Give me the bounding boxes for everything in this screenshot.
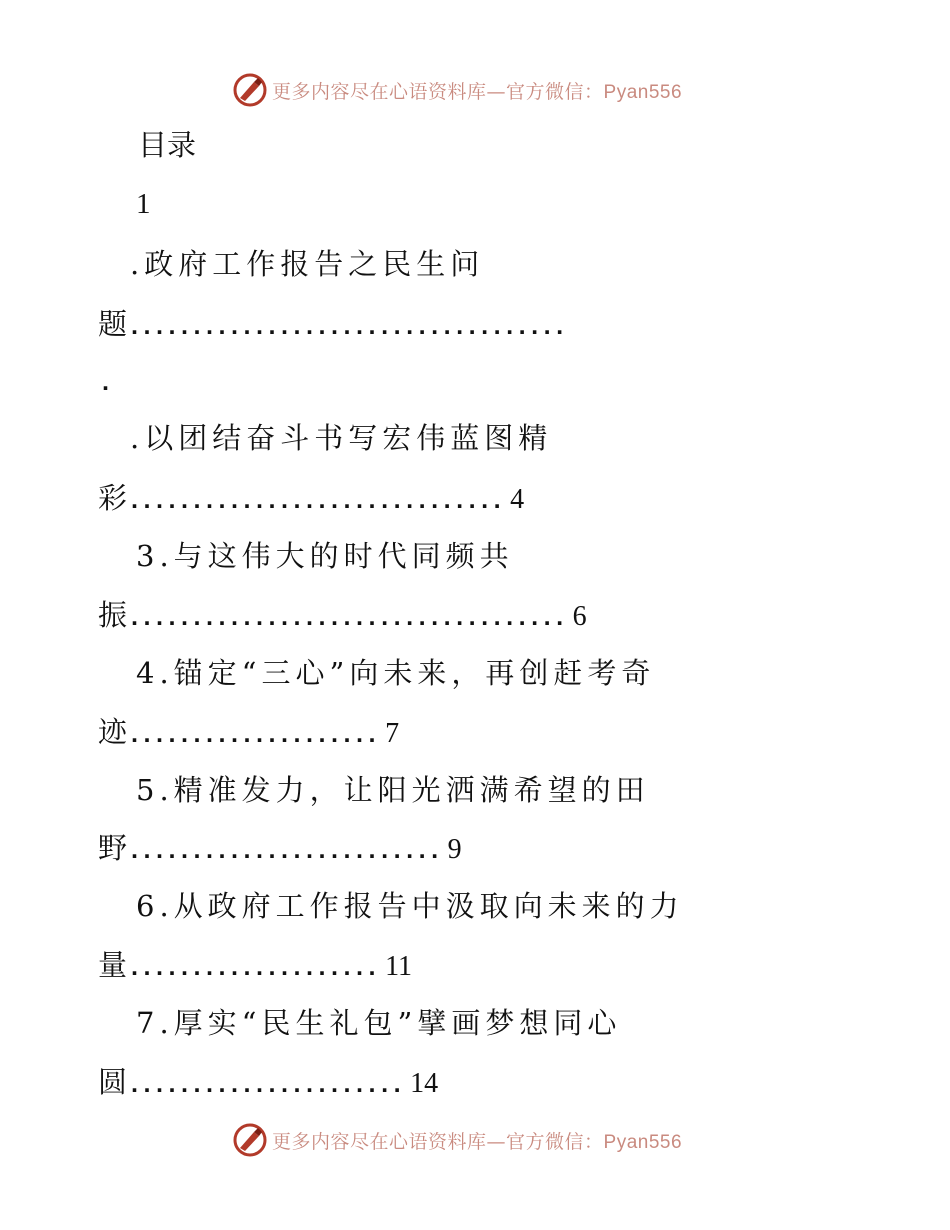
toc-entry-title[interactable]: 7.厚实“民生礼包”擘画梦想同心 xyxy=(136,1006,622,1040)
toc-entry-title[interactable]: 3.与这伟大的时代同频共 xyxy=(136,539,514,573)
watermark-text: 更多内容尽在心语资料库—官方微信： xyxy=(272,80,604,103)
toc-entry-cont: 迹 xyxy=(98,715,128,749)
toc-entry-page: 4 xyxy=(510,484,525,515)
watermark-wechat-id: Pyan556 xyxy=(603,81,683,103)
toc-entry-leader: . xyxy=(98,369,111,398)
toc-entry-cont: 圆 xyxy=(98,1065,128,1099)
toc-entry-cont: 野 xyxy=(98,831,128,865)
toc-entry-cont: 彩 xyxy=(98,481,128,515)
toc-entry-leader: ......................... xyxy=(127,837,440,866)
toc-entry-leader: ...................... xyxy=(127,1071,403,1100)
watermark-wechat-id: Pyan556 xyxy=(603,1131,683,1153)
toc-entry-title[interactable]: 4.锚定“三心”向未来，再创赶考奇 xyxy=(136,656,656,690)
toc-entry-leader: .............................. xyxy=(127,487,503,516)
toc-entry-title[interactable]: 5.精准发力，让阳光洒满希望的田 xyxy=(136,773,650,807)
toc-number-line: 1 xyxy=(136,188,151,220)
watermark-text: 更多内容尽在心语资料库—官方微信： xyxy=(272,1130,604,1153)
toc-heading: 目录 xyxy=(138,128,197,162)
toc-entry-line[interactable] xyxy=(98,597,587,637)
toc-entry-leader: ................................... xyxy=(127,313,565,342)
toc-entry-title[interactable]: .政府工作报告之民生问 xyxy=(130,247,485,281)
pen-logo-icon xyxy=(232,72,268,108)
toc-entry-line[interactable] xyxy=(98,830,462,870)
pen-logo-icon xyxy=(232,1122,268,1158)
toc-entry-leader: .................... xyxy=(127,954,378,983)
toc-entry-line[interactable] xyxy=(98,480,524,520)
toc-entry-page: 6 xyxy=(572,601,587,632)
toc-entry-cont: 题 xyxy=(98,307,128,341)
toc-entry-leader: .................... xyxy=(127,721,378,750)
header-watermark xyxy=(232,70,682,110)
toc-entry-line xyxy=(98,362,111,402)
toc-entry-page: 9 xyxy=(447,834,462,865)
toc-entry-cont: 振 xyxy=(98,598,128,632)
toc-entry-page: 11 xyxy=(385,951,413,982)
toc-entry-leader: ................................... xyxy=(127,604,565,633)
toc-entry-title[interactable]: .以团结奋斗书写宏伟蓝图精 xyxy=(130,421,553,455)
toc-entry-page: 14 xyxy=(410,1068,439,1099)
toc-entry-line[interactable] xyxy=(98,714,399,754)
footer-watermark xyxy=(232,1120,682,1160)
toc-entry-line[interactable] xyxy=(98,947,412,987)
toc-entry-title[interactable]: 6.从政府工作报告中汲取向未来的力 xyxy=(136,889,684,923)
toc-entry-line[interactable] xyxy=(98,1064,438,1104)
toc-entry-cont: 量 xyxy=(98,948,128,982)
toc-entry-line[interactable] xyxy=(98,306,565,346)
toc-entry-page: 7 xyxy=(385,718,400,749)
